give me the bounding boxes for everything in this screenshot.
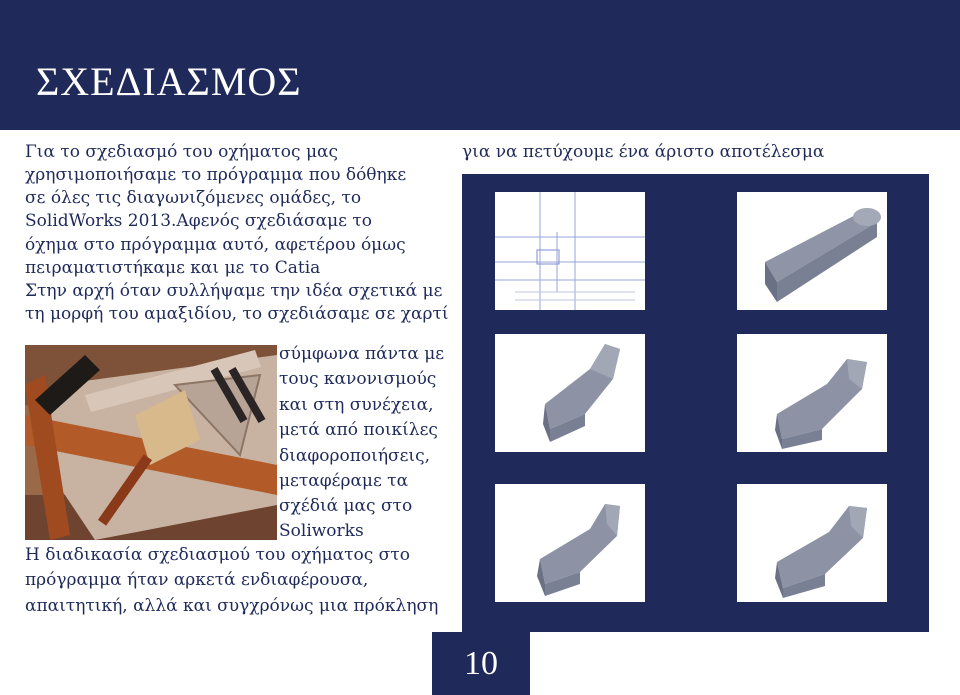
cad-render-image bbox=[495, 484, 645, 602]
page-title: ΣΧΕΔΙΑΣΜΟΣ bbox=[36, 59, 302, 104]
side-line: Soliworks bbox=[279, 521, 364, 541]
bottom-line: απαιτητική, αλλά και συγχρόνως μια πρόκληση bbox=[25, 596, 439, 616]
cad-render-image bbox=[737, 192, 887, 310]
body-line: πειραματιστήκαμε και με το Catia bbox=[25, 258, 321, 278]
drawing-tools-photo bbox=[25, 345, 277, 540]
bottom-line: Η διαδικασία σχεδιασμού του οχήματος στο bbox=[25, 545, 410, 565]
side-line: σύμφωνα πάντα με bbox=[279, 344, 445, 364]
cad-render-image bbox=[737, 484, 887, 602]
cad-render-image bbox=[737, 334, 887, 452]
body-line: τη μορφή του αμαξιδίου, το σχεδιάσαμε σε χαρτί bbox=[25, 304, 449, 324]
side-line: σχέδιά μας στο bbox=[279, 496, 413, 516]
cad-sketch-image bbox=[495, 192, 645, 310]
header-bar bbox=[0, 0, 960, 130]
body-line: όχημα στο πρόγραμμα αυτό, αφετέρου όμως bbox=[25, 235, 406, 255]
cad-gallery bbox=[462, 174, 929, 632]
side-line: διαφοροποιήσεις, bbox=[279, 446, 431, 466]
side-line: τους κανονισμούς bbox=[279, 369, 437, 389]
body-line: SolidWorks 2013.Αφενός σχεδιάσαμε το bbox=[25, 211, 372, 231]
cad-render-image bbox=[495, 334, 645, 452]
side-line: και στη συνέχεια, bbox=[279, 395, 434, 415]
gallery-caption: για να πετύχουμε ένα άριστο αποτέλεσμα bbox=[462, 142, 825, 162]
bottom-line: πρόγραμμα ήταν αρκετά ενδιαφέρουσα, bbox=[25, 570, 369, 590]
side-line: μετά από ποικίλες bbox=[279, 420, 438, 440]
body-line: Για το σχεδιασμό του οχήματος μας bbox=[25, 142, 339, 162]
page-number: 10 bbox=[432, 632, 530, 695]
body-line: χρησιμοποιήσαμε το πρόγραμμα που δόθηκε bbox=[25, 165, 407, 185]
body-line: Στην αρχή όταν συλλήψαμε την ιδέα σχετικά με bbox=[25, 281, 443, 301]
side-line: μεταφέραμε τα bbox=[279, 471, 409, 491]
body-line: σε όλες τις διαγωνιζόμενες ομάδες, το bbox=[25, 188, 362, 208]
